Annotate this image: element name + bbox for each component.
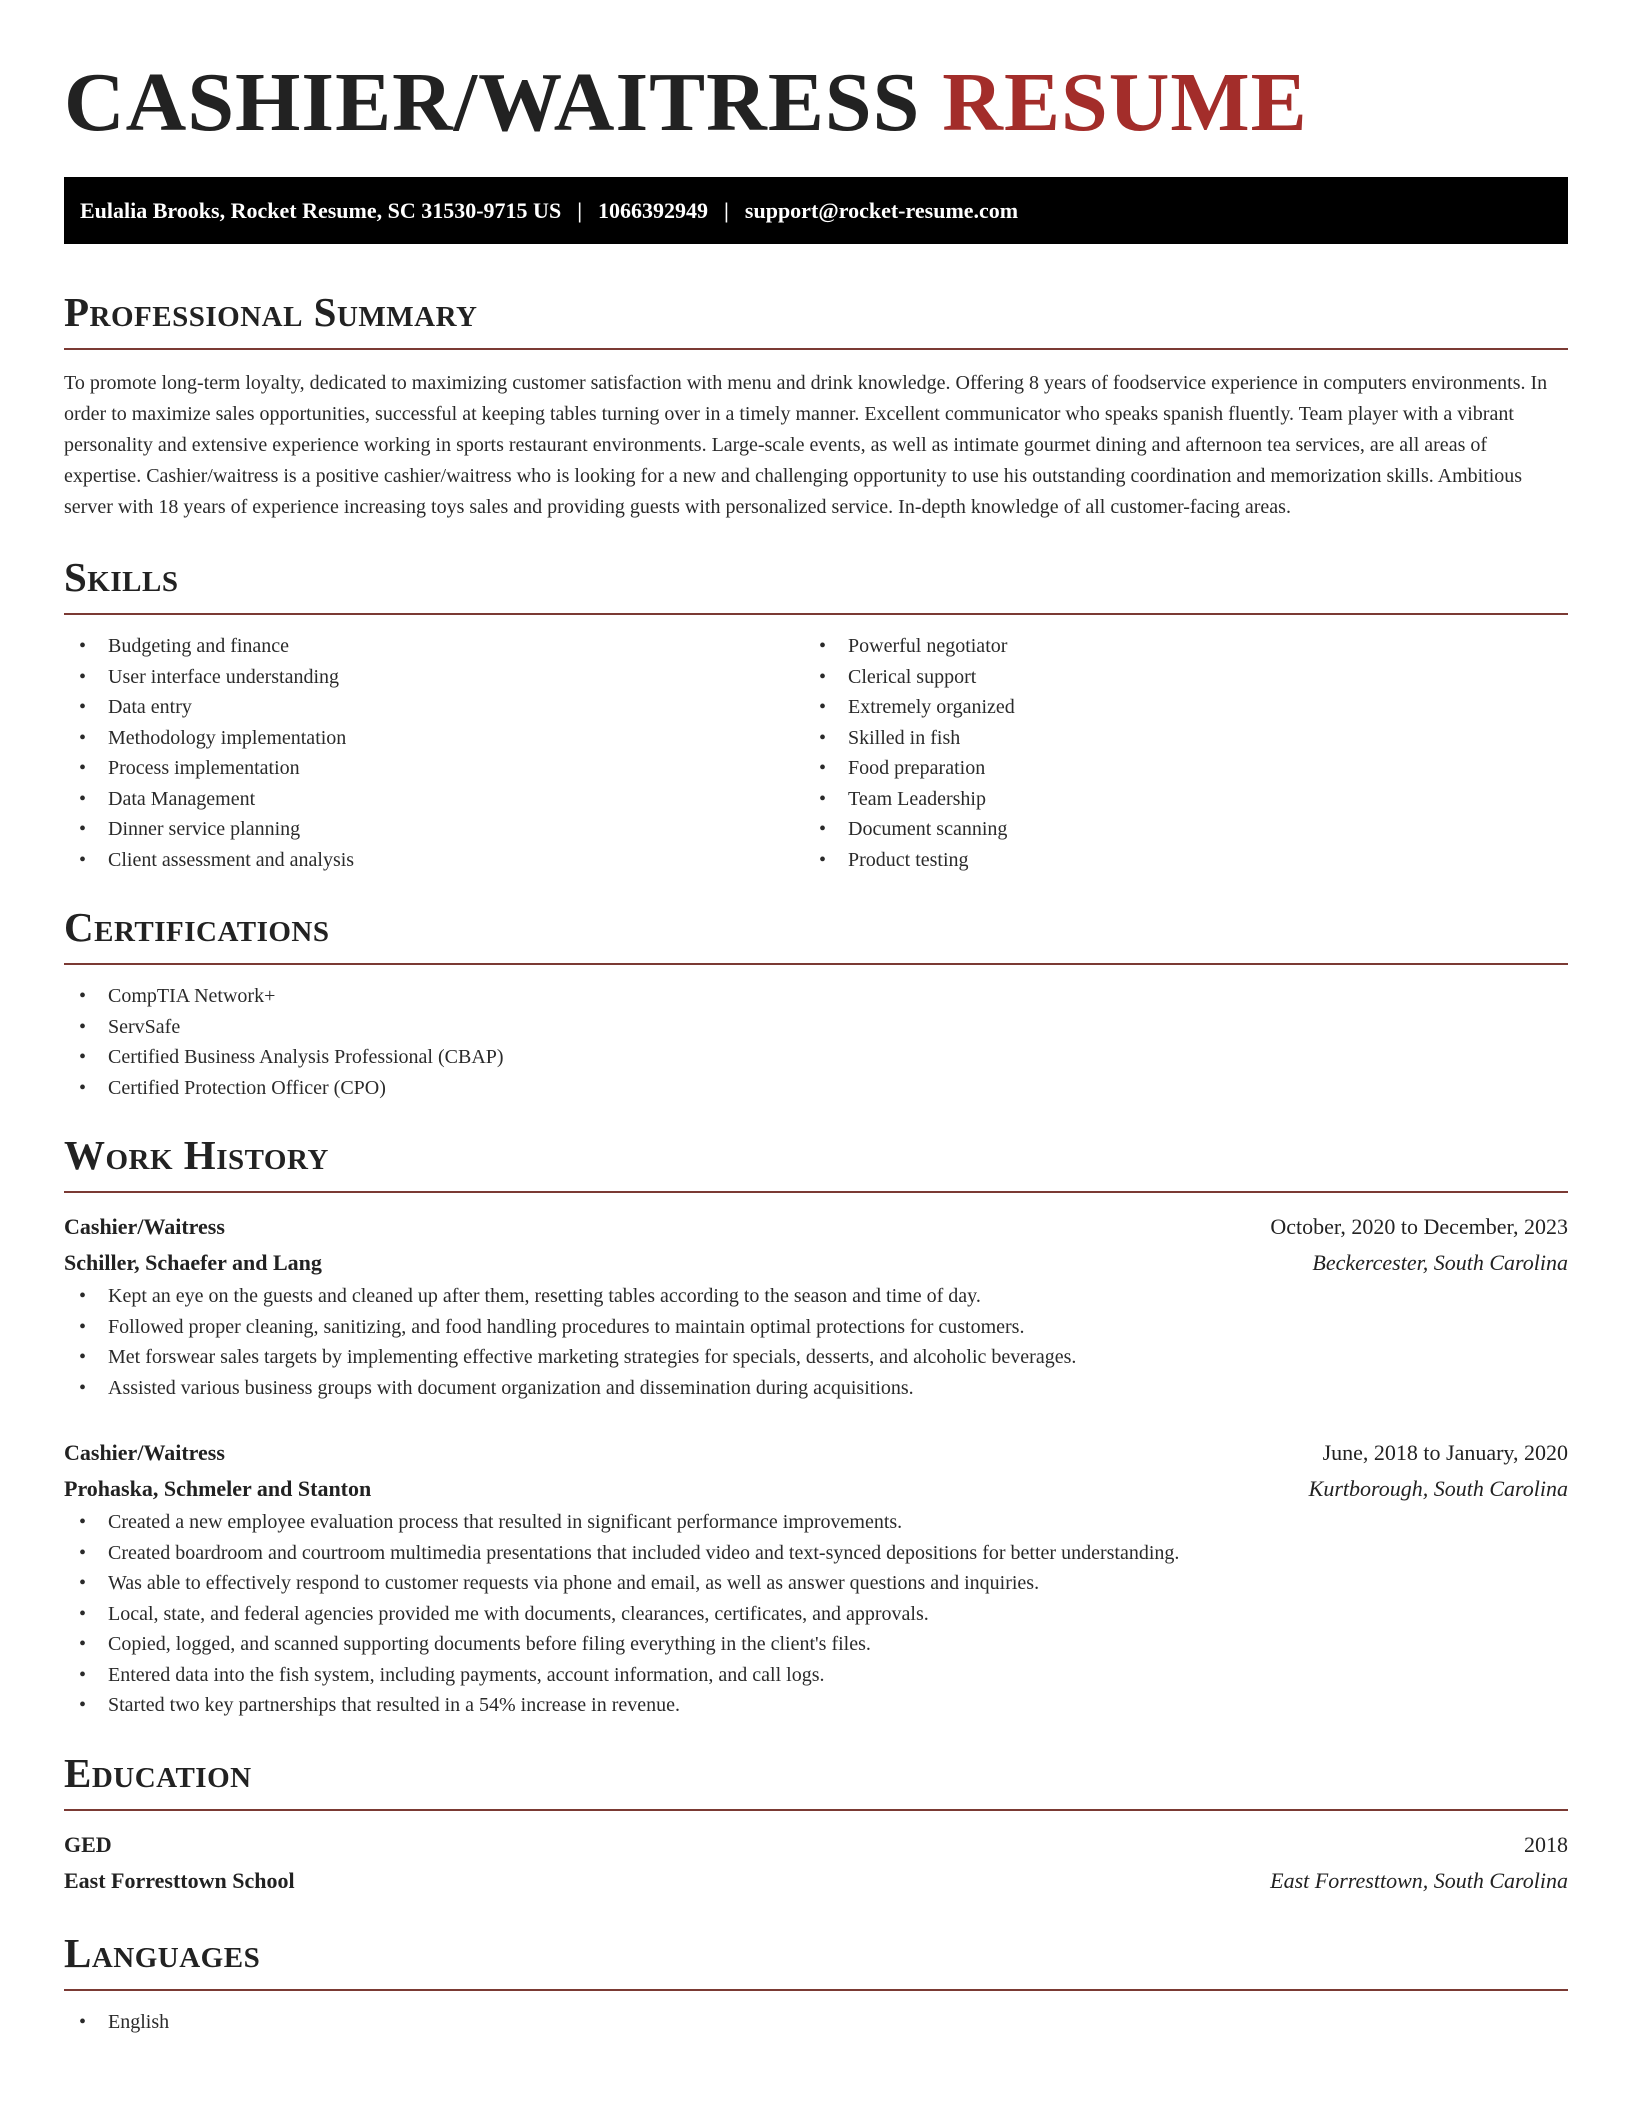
job-dates: October, 2020 to December, 2023 [1270, 1214, 1568, 1239]
certifications-section [64, 903, 1568, 1103]
list-item: • Assisted various business groups with document organization and dissemination during acquisitions. [64, 1373, 1568, 1404]
contact-email: support@rocket-resume.com [744, 197, 1019, 223]
education-year: 2018 [1524, 1831, 1568, 1857]
education-location: East Forresttown, South Carolina [1270, 1867, 1568, 1893]
list-item: • Food preparation [804, 753, 1544, 784]
job-duties-list [64, 1507, 1568, 1721]
education-degree: GED [64, 1831, 112, 1857]
job-company-row [64, 1245, 1568, 1281]
job-location: Kurtborough, South Carolina [1308, 1476, 1568, 1501]
job-company-row [64, 1471, 1568, 1507]
list-item: • Local, state, and federal agencies provided me with documents, clearances, certificates, and approvals. [64, 1599, 1568, 1630]
list-item: • Product testing [804, 845, 1544, 876]
job-title: Cashier/Waitress [64, 1440, 225, 1465]
job-dates: June, 2018 to January, 2020 [1322, 1440, 1568, 1465]
list-item: • Certified Protection Officer (CPO) [64, 1073, 1568, 1104]
skills-columns [64, 631, 1568, 875]
list-item: • User interface understanding [64, 662, 804, 693]
summary-section [64, 288, 1568, 523]
job-company: Prohaska, Schmeler and Stanton [64, 1476, 372, 1501]
title-main: CASHIER/WAITRESS [64, 56, 921, 149]
education-school-row [64, 1863, 1568, 1899]
list-item: • Powerful negotiator [804, 631, 1544, 662]
list-item: • Entered data into the fish system, including payments, account information, and call logs. [64, 1660, 1568, 1691]
list-item: • Certified Business Analysis Professional (CBAP) [64, 1042, 1568, 1073]
list-item: • Document scanning [804, 814, 1544, 845]
contact-address: Eulalia Brooks, Rocket Resume, SC 31530-9715 US [80, 197, 562, 223]
skills-right-column [804, 631, 1544, 875]
contact-separator: | [724, 197, 729, 223]
education-section [64, 1749, 1568, 1899]
job-location: Beckercester, South Carolina [1312, 1250, 1568, 1275]
list-item: • Skilled in fish [804, 723, 1544, 754]
skills-left-list [64, 631, 804, 875]
skills-left-column [64, 631, 804, 875]
list-item: • Dinner service planning [64, 814, 804, 845]
work-history-heading: Work History [64, 1131, 1568, 1193]
summary-text: To promote long-term loyalty, dedicated to maximizing customer satisfaction with menu and drink knowledge. Offering 8 years of foodservice experience in computers environments. In order to maximize sales opportunities, successful at keeping tables turning over in a timely manner. Excellent communicator who speaks spanish fluently. Team player with a vibrant personality and extensive experience working in sports restaurant environments. Large-scale events, as well as intimate gourmet dining and afternoon tea services, are all areas of expertise. Cashier/waitress is a positive cashier/waitress who is looking for a new and challenging opportunity to use his outstanding coordination and memorization skills. Ambitious server with 18 years of experience increasing toys sales and providing guests with personalized service. In-depth knowledge of all customer-facing areas. [64, 372, 1548, 518]
education-entry [64, 1827, 1568, 1899]
job-header-row [64, 1209, 1568, 1245]
list-item: • Client assessment and analysis [64, 845, 804, 876]
list-item: • Followed proper cleaning, sanitizing, and food handling procedures to maintain optimal protections for customers. [64, 1312, 1568, 1343]
resume-title [64, 58, 1568, 148]
list-item: • Was able to effectively respond to customer requests via phone and email, as well as answer questions and inquiries. [64, 1568, 1568, 1599]
list-item: • Extremely organized [804, 692, 1544, 723]
list-item: • Methodology implementation [64, 723, 804, 754]
resume-page [64, 0, 1568, 2037]
languages-list [64, 2007, 1568, 2038]
list-item: • Met forswear sales targets by implementing effective marketing strategies for specials, desserts, and alcoholic beverages. [64, 1342, 1568, 1373]
contact-bar [64, 177, 1568, 244]
list-item: • ServSafe [64, 1012, 1568, 1043]
list-item: • Copied, logged, and scanned supporting documents before filing everything in the client's files. [64, 1629, 1568, 1660]
list-item: • Budgeting and finance [64, 631, 804, 662]
languages-heading: Languages [64, 1929, 1568, 1991]
list-item: • English [64, 2007, 1568, 2038]
summary-heading: Professional Summary [64, 288, 1568, 350]
education-degree-row [64, 1827, 1568, 1863]
education-heading: Education [64, 1749, 1568, 1811]
list-item: • Kept an eye on the guests and cleaned up after them, resetting tables according to the season and time of day. [64, 1281, 1568, 1312]
list-item: • Data Management [64, 784, 804, 815]
list-item: • CompTIA Network+ [64, 981, 1568, 1012]
languages-section [64, 1929, 1568, 2038]
list-item: • Team Leadership [804, 784, 1544, 815]
list-item: • Started two key partnerships that resulted in a 54% increase in revenue. [64, 1690, 1568, 1721]
certifications-list [64, 981, 1568, 1103]
job-entry [64, 1435, 1568, 1721]
certifications-heading: Certifications [64, 903, 1568, 965]
contact-separator: | [577, 197, 583, 223]
list-item: • Created boardroom and courtroom multimedia presentations that included video and text-synced depositions for better understanding. [64, 1538, 1568, 1569]
title-accent: RESUME [942, 56, 1308, 149]
job-company: Schiller, Schaefer and Lang [64, 1250, 322, 1275]
job-header-row [64, 1435, 1568, 1471]
skills-section [64, 553, 1568, 875]
list-item: • Data entry [64, 692, 804, 723]
list-item: • Process implementation [64, 753, 804, 784]
list-item: • Clerical support [804, 662, 1544, 693]
job-entry [64, 1209, 1568, 1403]
work-history-section [64, 1131, 1568, 1721]
list-item: • Created a new employee evaluation process that resulted in significant performance improvements. [64, 1507, 1568, 1538]
job-title: Cashier/Waitress [64, 1214, 225, 1239]
education-school: East Forresttown School [64, 1867, 295, 1893]
skills-heading: Skills [64, 553, 1568, 615]
job-duties-list [64, 1281, 1568, 1403]
contact-phone: 1066392949 [598, 197, 709, 223]
skills-right-list [804, 631, 1544, 875]
